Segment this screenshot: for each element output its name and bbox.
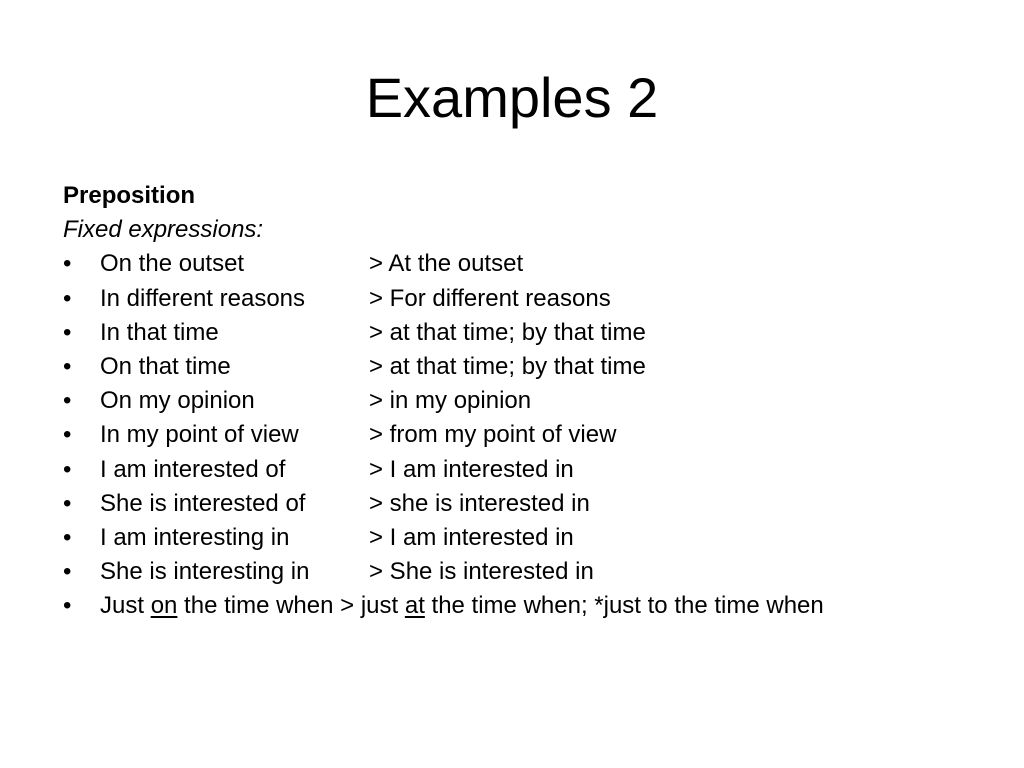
correct-expression: > She is interested in	[369, 558, 594, 586]
list-item	[63, 384, 1003, 418]
slide-title: Examples 2	[365, 66, 659, 129]
list-item	[63, 350, 1003, 384]
correct-expression: > she is interested in	[369, 489, 590, 517]
bullet-icon: •	[63, 558, 72, 586]
list-item	[63, 453, 1003, 487]
correct-expression: > in my opinion	[369, 387, 532, 415]
incorrect-expression: She is interesting in	[100, 558, 310, 586]
list-item	[63, 521, 1003, 555]
incorrect-expression: I am interesting in	[100, 523, 290, 551]
underlined-word: on	[150, 592, 178, 620]
incorrect-expression: In that time	[100, 318, 219, 346]
section-subheading: Fixed expressions:	[63, 216, 264, 244]
incorrect-expression: She is interested of	[100, 489, 306, 517]
bullet-icon: •	[63, 284, 72, 312]
correct-expression: > at that time; by that time	[369, 318, 646, 346]
expression-list	[63, 247, 1003, 623]
correct-expression: > from my point of view	[369, 421, 617, 449]
bullet-icon: •	[63, 592, 72, 620]
incorrect-expression: On that time	[100, 352, 231, 380]
expression-line	[100, 589, 824, 623]
slide-body	[63, 179, 1003, 623]
list-item	[63, 589, 1003, 623]
incorrect-expression: I am interested of	[100, 455, 286, 483]
section-heading: Preposition	[63, 182, 196, 209]
incorrect-expression: On my opinion	[100, 387, 255, 415]
bullet-icon: •	[63, 387, 72, 415]
correct-expression: > I am interested in	[369, 523, 574, 551]
bullet-icon: •	[63, 489, 72, 517]
bullet-icon: •	[63, 250, 72, 278]
underlined-word: at	[404, 592, 425, 620]
list-item	[63, 282, 1003, 316]
list-item	[63, 555, 1003, 589]
list-item	[63, 418, 1003, 452]
incorrect-expression: In my point of view	[100, 421, 299, 449]
bullet-icon: •	[63, 523, 72, 551]
line-text: the time when > just	[177, 592, 405, 620]
bullet-icon: •	[63, 352, 72, 380]
bullet-icon: •	[63, 421, 72, 449]
list-item	[63, 487, 1003, 521]
correct-expression: > At the outset	[369, 250, 524, 278]
bullet-icon: •	[63, 455, 72, 483]
correct-expression: > For different reasons	[369, 284, 611, 312]
line-text: the time when; *just to the time when	[424, 592, 824, 620]
correct-expression: > I am interested in	[369, 455, 574, 483]
correct-expression: > at that time; by that time	[369, 352, 646, 380]
incorrect-expression: In different reasons	[100, 284, 306, 312]
bullet-icon: •	[63, 318, 72, 346]
incorrect-expression: On the outset	[100, 250, 245, 278]
list-item	[63, 316, 1003, 350]
list-item	[63, 247, 1003, 281]
line-text: Just	[100, 592, 151, 620]
